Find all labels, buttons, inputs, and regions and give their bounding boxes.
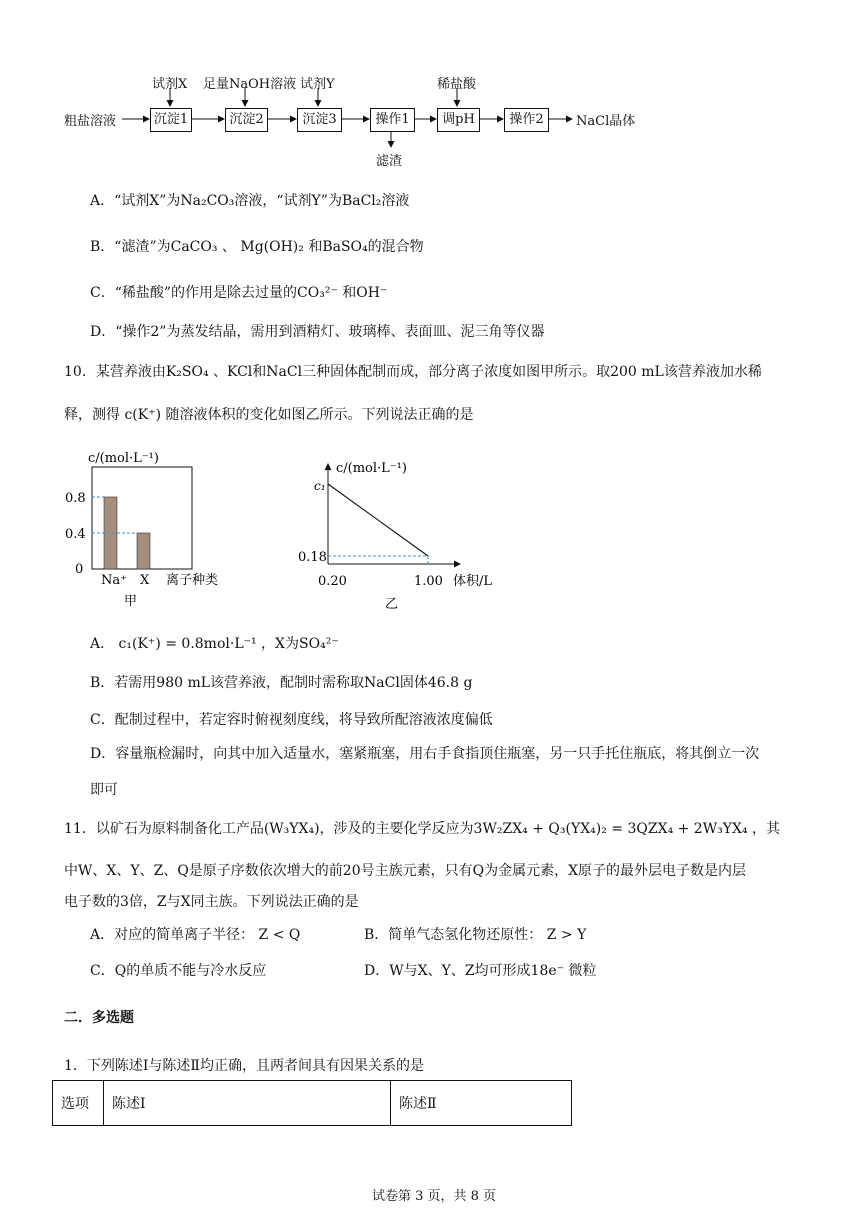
chart-yi-caption: 乙 [385, 597, 399, 612]
flow-box-ph: 调pH [437, 108, 480, 132]
page-footer: 试卷第 3 页，共 8 页 [371, 1189, 497, 1204]
flow-box-op1: 操作1 [370, 108, 415, 132]
chart-yi-xlabel: 体积/L [453, 574, 493, 589]
q11-stem-1: 11．以矿石为原料制备化工产品(W₃YX₄)，涉及的主要化学反应为3W₂ZX₄ + Q₃(YX₄)₂ = 3QZX₄ + 2W₃YX₄ ，其 [64, 821, 780, 837]
chart-jia-ylabel: c/(mol·L⁻¹) [88, 451, 159, 466]
flow-box-op2: 操作2 [504, 108, 549, 132]
section-multi-choice: 二．多选题 [64, 1010, 134, 1026]
chart-yi-c1-label: c₁ [314, 479, 326, 493]
q10-stem-2: 释，测得 c(K⁺) 随溶液体积的变化如图乙所示。下列说法正确的是 [64, 407, 474, 423]
reagent-hcl: 稀盐酸 [437, 77, 477, 92]
chart-yi-ylabel: c/(mol·L⁻¹) [336, 461, 407, 476]
q11-option-b: B．简单气态氢化物还原性： Z > Y [364, 927, 587, 943]
q9-option-b: B．“滤渣”为CaCO₃ 、 Mg(OH)₂ 和BaSO₄的混合物 [90, 239, 424, 255]
table-header-statement-2: 陈述Ⅱ [391, 1081, 572, 1126]
statement-table [52, 1080, 572, 1126]
flow-end: NaCl晶体 [576, 114, 636, 129]
chart-jia-bar-1 [137, 533, 150, 569]
chart-yi [290, 452, 520, 612]
chart-jia-xlabel: 离子种类 [166, 573, 219, 588]
q10-option-c: C．配制过程中，若定容时俯视刻度线，将导致所配溶液浓度偏低 [90, 712, 493, 728]
chart-yi-series-line [328, 484, 428, 556]
q9-option-c: C．“稀盐酸”的作用是除去过量的CO₃²⁻ 和OH⁻ [90, 285, 388, 301]
table-header-option: 选项 [53, 1081, 104, 1126]
table-row [53, 1081, 572, 1126]
reagent-x: 试剂X [152, 77, 188, 92]
flow-box-precip1: 沉淀1 [150, 108, 192, 132]
chart-jia-cat-x: X [140, 573, 150, 588]
q9-option-d: D．“操作2”为蒸发结晶，需用到酒精灯、玻璃棒、表面皿、泥三角等仪器 [90, 324, 545, 340]
q10-stem-1: 10．某营养液由K₂SO₄ 、KCl和NaCl三种固体配制而成，部分离子浓度如图甲所示。取200 mL该营养液加水稀 [64, 364, 762, 380]
flow-box-precip2: 沉淀2 [225, 108, 268, 132]
q10-option-b: B．若需用980 mL该营养液，配制时需称取NaCl固体46.8 g [90, 675, 473, 691]
q1-stem: 1．下列陈述Ⅰ与陈述Ⅱ均正确，且两者间具有因果关系的是 [64, 1058, 424, 1074]
flow-box-precip3: 沉淀3 [297, 108, 342, 132]
q10-option-d-2: 即可 [90, 782, 118, 798]
reagent-naoh: 足量NaOH溶液 [203, 77, 297, 92]
chart-jia-cat-na: Na⁺ [101, 573, 127, 588]
chart-jia [60, 445, 260, 615]
q11-option-a: A．对应的简单离子半径： Z < Q [90, 927, 301, 943]
table-header-statement-1: 陈述Ⅰ [104, 1081, 391, 1126]
chart-yi-x-end: 1.00 [414, 574, 443, 589]
chart-jia-ytick-0.4: 0.4 [65, 527, 86, 542]
flow-arrows [0, 0, 868, 170]
chart-jia-bar-0 [104, 497, 117, 569]
q11-option-c: C．Q的单质不能与冷水反应 [90, 963, 267, 979]
chart-jia-ytick-0.8: 0.8 [65, 491, 86, 506]
flow-residue: 滤渣 [376, 154, 403, 169]
q11-stem-2: 中W、X、Y、Z、Q是原子序数依次增大的前20号主族元素，只有Q为金属元素，X原子的最外层电子数是内层 [64, 863, 747, 879]
reagent-y: 试剂Y [300, 77, 335, 92]
chart-yi-y-low: 0.18 [298, 550, 327, 565]
q10-option-d-1: D．容量瓶检漏时，向其中加入适量水，塞紧瓶塞，用右手食指顶住瓶塞，另一只手托住瓶底，将其倒立一次 [90, 746, 760, 762]
chart-jia-caption: 甲 [124, 594, 138, 609]
q11-option-d: D．W与X、Y、Z均可形成18e⁻ 微粒 [364, 963, 597, 979]
q10-option-a: A． c₁(K⁺) = 0.8mol·L⁻¹ ，X为SO₄²⁻ [90, 636, 339, 652]
chart-jia-ytick-0: 0 [75, 562, 84, 577]
q11-stem-3: 电子数的3倍，Z与X同主族。下列说法正确的是 [64, 894, 359, 910]
chart-yi-x-start: 0.20 [318, 574, 347, 589]
q9-option-a: A．“试剂X”为Na₂CO₃溶液，“试剂Y”为BaCl₂溶液 [90, 193, 410, 209]
flow-start: 粗盐溶液 [64, 114, 117, 129]
